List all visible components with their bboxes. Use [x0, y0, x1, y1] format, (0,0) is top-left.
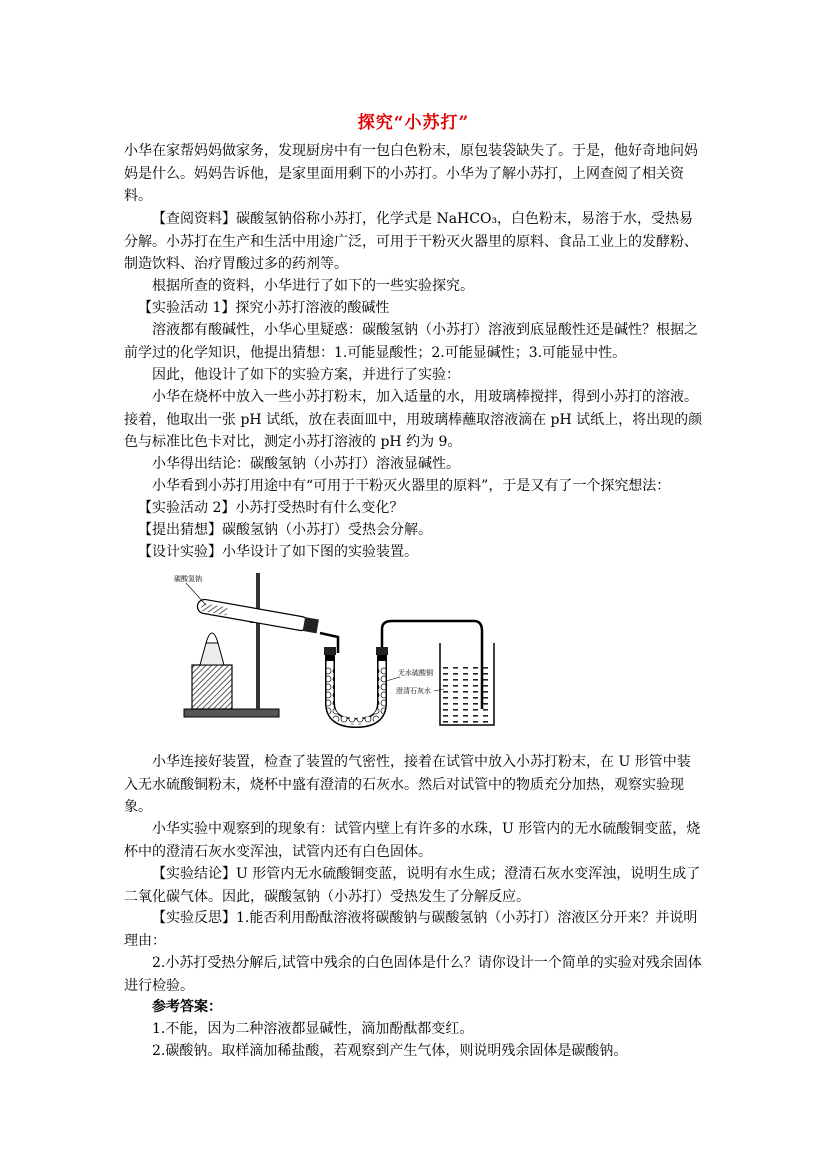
- answer-heading: 参考答案：: [152, 999, 222, 1015]
- test-tube: [196, 598, 309, 631]
- stand-rod: [256, 573, 260, 709]
- activity2-heading: 【实验活动 2】小苏打受热时有什么变化？: [138, 500, 404, 516]
- apparatus-figure: [172, 563, 502, 731]
- hypothesis-paragraph: 【提出猜想】碳酸氢钠（小苏打）受热会分解。: [138, 522, 432, 538]
- page-title: 探究“小苏打”: [357, 113, 470, 133]
- label-tube: 碳酸氢钠: [174, 575, 202, 583]
- procedure1-paragraph: 小华在烧杯中放入一些小苏打粉末，加入适量的水，用玻璃棒搅拌，得到小苏打的溶液。接着，他取出一张 pH 试纸，放在表面皿中，用玻璃棒蘸取溶液滴在 pH 试纸上，将出现的颜色与标准比色卡对比，测定小苏打溶液的 pH 约为 9。: [124, 389, 703, 450]
- burner-block: [192, 665, 232, 709]
- doubt-paragraph: 溶液都有酸碱性，小华心里疑惑：碳酸氢钠（小苏打）溶液到底显酸性还是碱性？根据之前学过的化学知识，他提出猜想：1.可能显酸性；2.可能显碱性；3.可能显中性。: [124, 322, 698, 361]
- reflection2-paragraph: 2.小苏打受热分解后,试管中残余的白色固体是什么？请你设计一个简单的实验对残余固体进行检验。: [124, 955, 702, 994]
- conclusion2-paragraph: 【实验结论】U 形管内无水硫酸铜变蓝，说明有水生成；澄清石灰水变浑浊，说明生成了二氧化碳气体。因此，碳酸氢钠（小苏打）受热发生了分解反应。: [124, 866, 701, 905]
- answer1-paragraph: 1.不能，因为二种溶液都显碱性，滴加酚酞都变红。: [152, 1021, 474, 1037]
- activity1-heading: 【实验活动 1】探究小苏打溶液的酸碱性: [138, 300, 390, 316]
- intro-paragraph: 小华在家帮妈妈做家务，发现厨房中有一包白色粉末，原包装袋缺失了。于是，他好奇地问妈妈是什么。妈妈告诉他，是家里面用剩下的小苏打。小华为了解小苏打，上网查阅了相关资料。: [124, 143, 698, 204]
- u-tube-outer: [330, 653, 382, 723]
- label-cuso4-leader: [386, 677, 400, 681]
- u-tube-stopper-right: [376, 647, 388, 655]
- reflection1-paragraph: 【实验反思】1.能否利用酚酞溶液将碳酸钠与碳酸氢钠（小苏打）溶液区分开来？并说明理由：: [124, 910, 698, 949]
- stopper: [303, 617, 319, 633]
- procedure2-paragraph: 小华连接好装置，检查了装置的气密性，接着在试管中放入小苏打粉末，在 U 形管中装入无水硫酸铜粉末，烧杯中盛有澄清的石灰水。然后对试管中的物质充分加热，观察实验现象。: [124, 754, 691, 815]
- label-tube-leader: [186, 583, 206, 605]
- lookup-paragraph: 【查阅资料】碳酸氢钠俗称小苏打，化学式是 NaHCO₃，白色粉末，易溶于水，受热易分解。小苏打在生产和生活中用途广泛，可用于干粉灭火器里的原料、食品工业上的发酵粉、制造饮料、治疗胃酸过多的药剂等。: [124, 211, 698, 272]
- stand-base: [184, 709, 279, 717]
- label-cuso4: 无水硫酸铜: [398, 669, 433, 677]
- u-tube-stopper-left: [324, 647, 336, 655]
- apparatus-diagram: [172, 563, 502, 731]
- flame: [206, 633, 218, 643]
- limewater: [441, 663, 493, 724]
- observation-paragraph: 小华实验中观察到的现象有：试管内壁上有许多的水珠，U 形管内的无水硫酸铜变蓝，烧杯中的澄清石灰水变浑浊，试管内还有白色固体。: [124, 821, 701, 860]
- plan-paragraph: 根据所查的资料，小华进行了如下的一些实验探究。: [152, 278, 474, 294]
- conclusion1-paragraph: 小华得出结论：碳酸氢钠（小苏打）溶液显碱性。: [152, 456, 460, 472]
- idea-paragraph: 小华看到小苏打用途中有“可用于干粉灭火器里的原料”，于是又有了一个探究想法：: [152, 478, 671, 494]
- design2-paragraph: 【设计实验】小华设计了如下图的实验装置。: [138, 544, 418, 560]
- design1-paragraph: 因此，他设计了如下的实验方案，并进行了实验：: [152, 367, 460, 383]
- answer2-paragraph: 2.碳酸钠。取样滴加稀盐酸，若观察到产生气体，则说明残余固体是碳酸钠。: [152, 1043, 628, 1059]
- alcohol-lamp: [200, 643, 224, 665]
- label-limewater: 澄清石灰水: [396, 687, 431, 695]
